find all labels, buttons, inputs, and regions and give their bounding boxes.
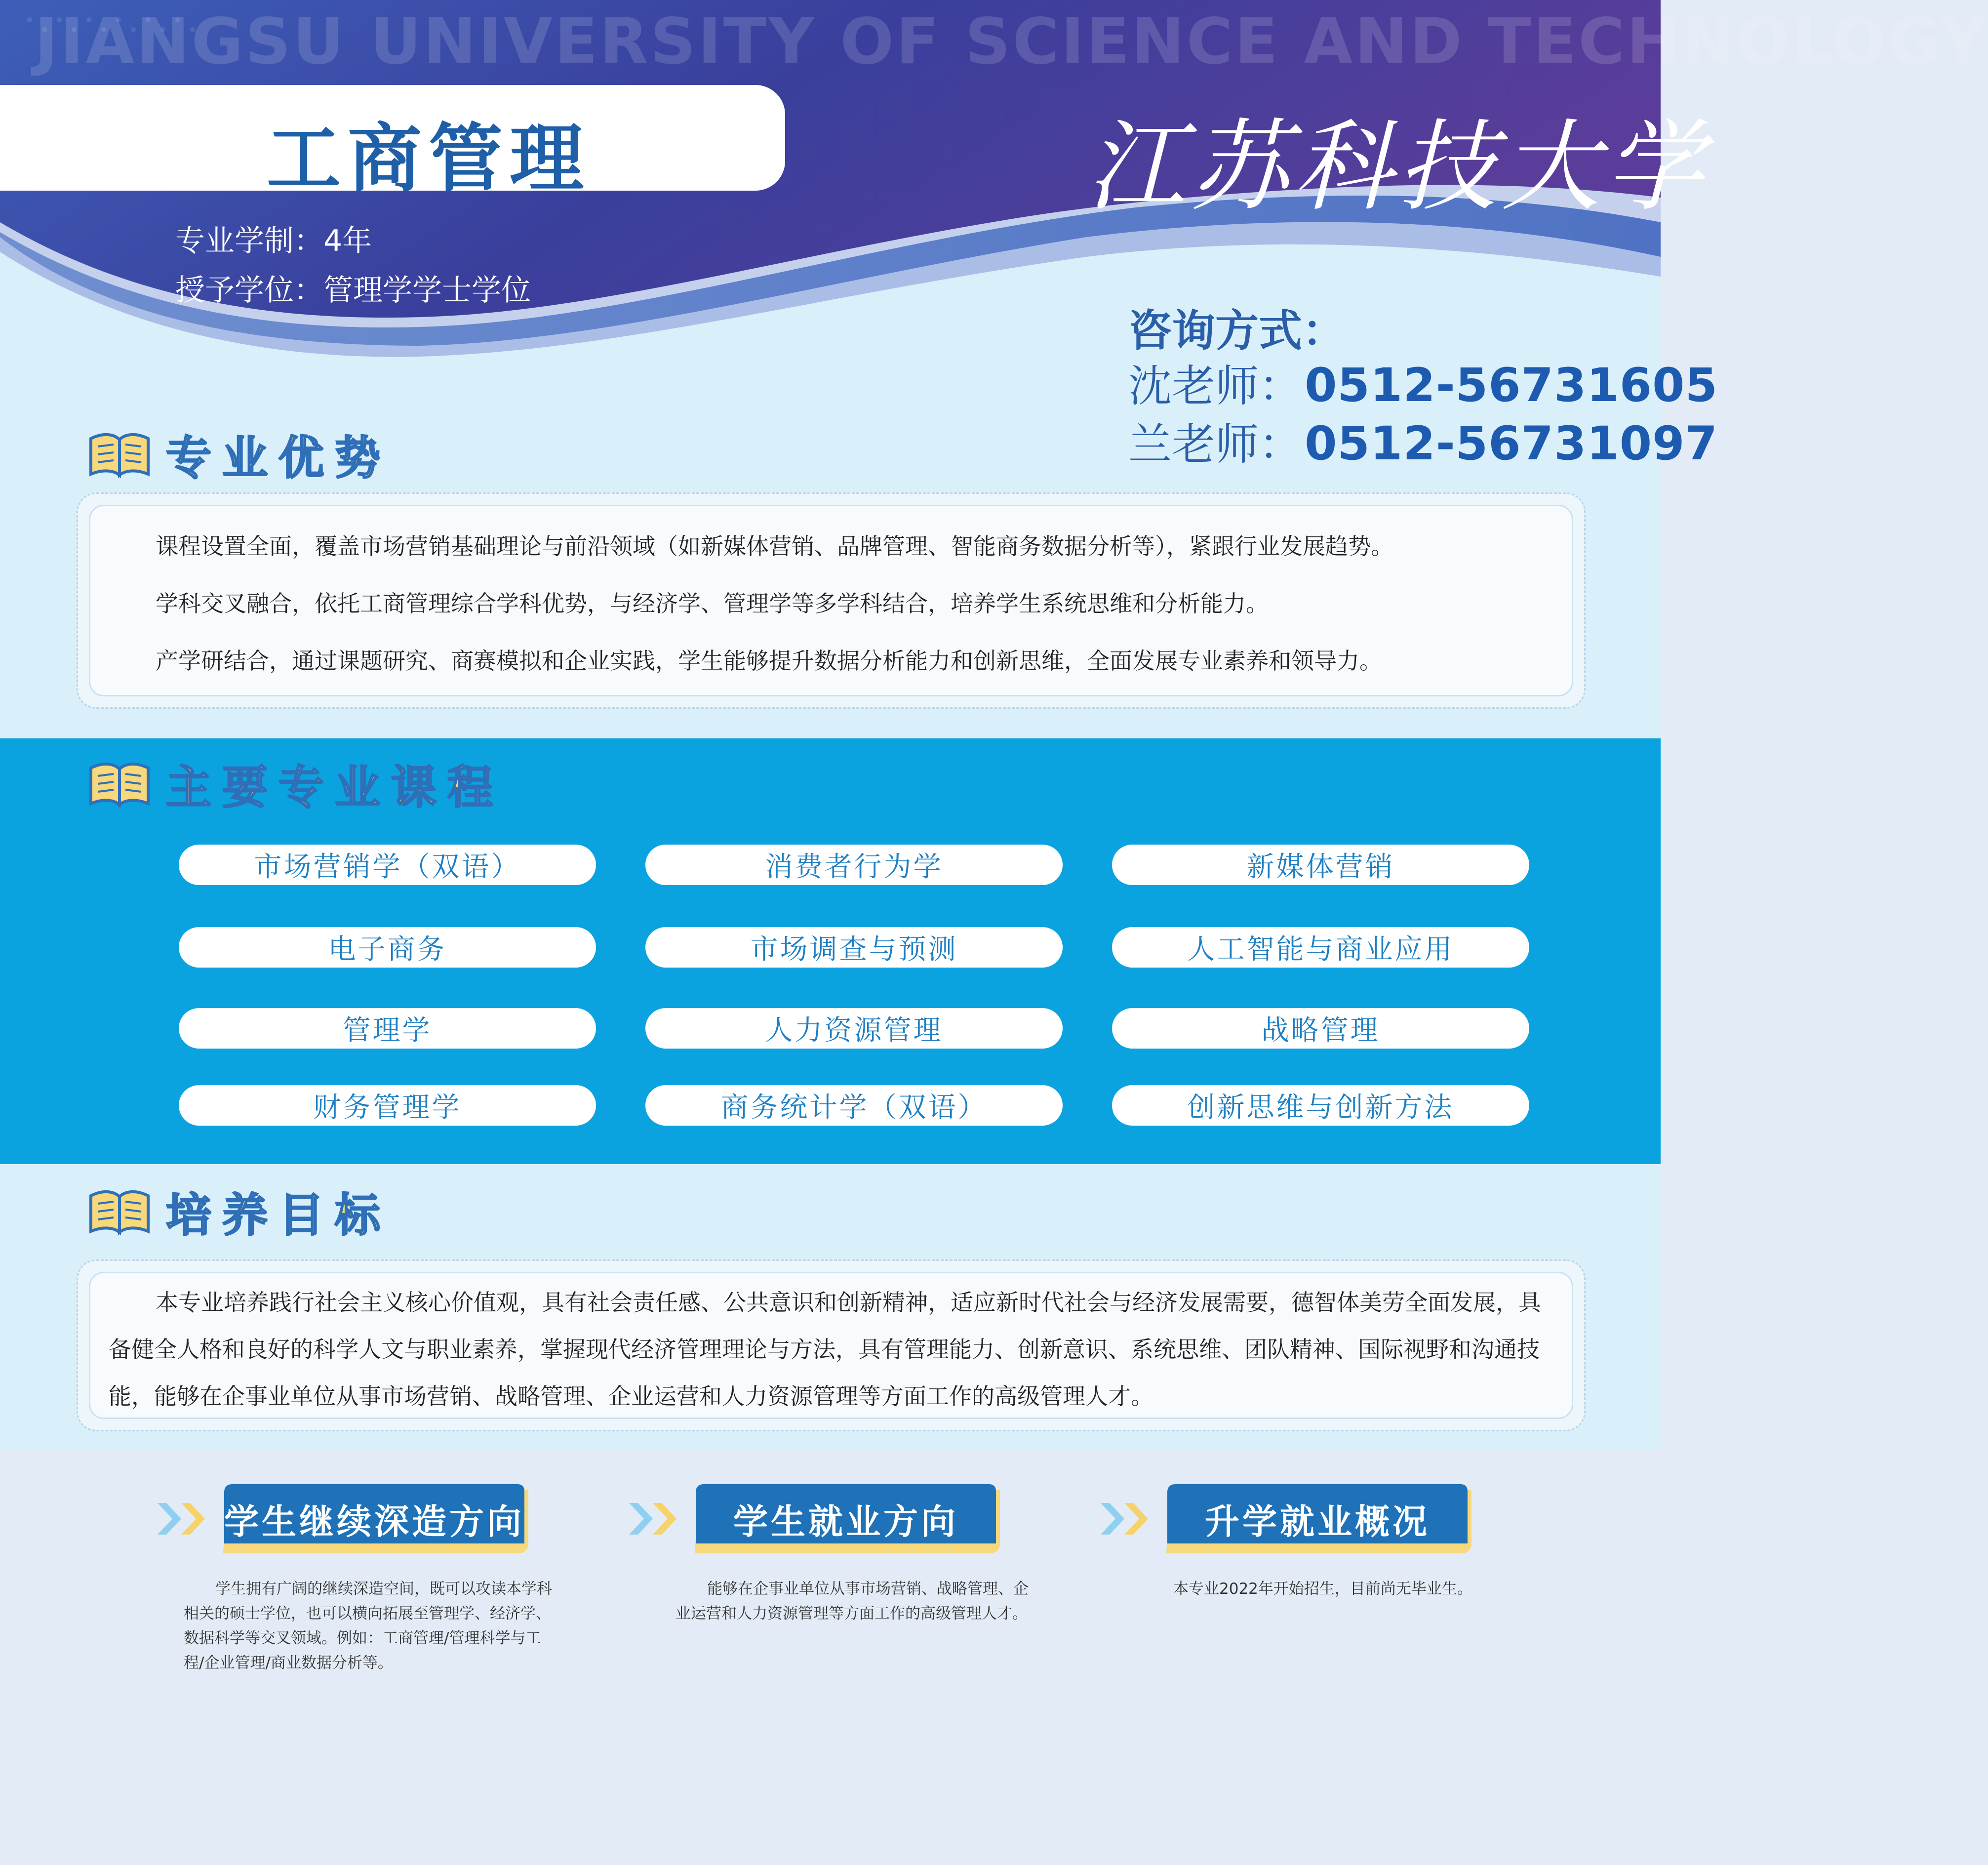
card-title: 学生继续深造方向 [224,1501,524,1542]
course-pill: 市场营销学（双语） [179,845,596,885]
contact-line [1128,410,1718,472]
card-text: 本专业2022年开始招生，目前尚无毕业生。 [1173,1580,1472,1598]
major-title: 工商管理 [267,116,591,202]
degree-info: 授予学位：管理学学士学位 [175,273,531,308]
open-book-icon [88,430,151,479]
contact-title: 咨询方式： [1128,305,1346,356]
course-pill: 人工智能与商业应用 [1112,927,1529,968]
advantage-item: 产学研结合，通过课题研究、商赛模拟和企业实践，学生能够提升数据分析能力和创新思维，全面发展专业素养和领导力。 [156,648,1382,674]
course-pill: 商务统计学（双语） [645,1085,1063,1126]
double-chevron-icon [1099,1499,1153,1539]
card-title: 升学就业概况 [1205,1501,1430,1542]
open-book-icon [88,1187,151,1236]
course-pill: 创新思维与创新方法 [1112,1085,1529,1126]
duration-info: 专业学制：4年 [175,224,372,258]
course-pill: 电子商务 [179,927,596,968]
advantage-item: 课程设置全面，覆盖市场营销基础理论与前沿领域（如新媒体营销、品牌管理、智能商务数据分析等），紧跟行业发展趋势。 [156,533,1393,560]
advantage-item: 学科交叉融合，依托工商管理综合学科优势，与经济学、管理学等多学科结合，培养学生系统思维和分析能力。 [156,590,1269,617]
contact-phone[interactable]: 0512-56731605 [1305,359,1718,412]
advantages-header [88,425,391,484]
open-book-icon [88,759,151,809]
contact-name: 沈老师： [1128,361,1303,411]
course-pill: 人力资源管理 [645,1008,1063,1049]
watermark-text: JIANGSU UNIVERSITY OF SCIENCE AND TECHNOLOGY [35,5,1988,79]
goals-text: 本专业培养践行社会主义核心价值观，具有社会责任感、公共意识和创新精神，适应新时代社会与经济发展需要，德智体美劳全面发展，具备健全人格和良好的科学人文与职业素养，掌握现代经济管理理论与方法，具有管理能力、创新意识、系统思维、团队精神、国际视野和沟通技能，能够在企事业单位从事市场营销、战略管理、企业运营和人力资源管理等方面工作的高级管理人才。 [109,1289,1541,1410]
contact-name: 兰老师： [1128,419,1303,470]
course-pill: 消费者行为学 [645,845,1063,885]
double-chevron-icon [156,1499,210,1539]
university-logo-text: 江苏科技大学 [1086,110,1709,225]
goals-header [88,1182,391,1241]
card-title: 学生就业方向 [733,1501,958,1542]
contact-phone[interactable]: 0512-56731097 [1305,417,1718,471]
course-pill: 财务管理学 [179,1085,596,1126]
section-title: 培养目标 [166,1189,392,1242]
section-title: 专业优势 [166,432,392,485]
contact-line [1128,352,1718,414]
course-pill: 管理学 [179,1008,596,1049]
card-text: 能够在企事业单位从事市场营销、战略管理、企业运营和人力资源管理等方面工作的高级管理人才。 [676,1580,1029,1622]
course-pill: 新媒体营销 [1112,845,1529,885]
course-pill: 战略管理 [1112,1008,1529,1049]
card-text: 学生拥有广阔的继续深造空间，既可以攻读本学科相关的硕士学位，也可以横向拓展至管理学、经济学、数据科学等交叉领域。例如：工商管理/管理科学与工程/企业管理/商业数据分析等。 [184,1580,552,1672]
courses-header [88,754,504,813]
double-chevron-icon [627,1499,681,1539]
section-title: 主要专业课程 [166,761,504,814]
course-pill: 市场调查与预测 [645,927,1063,968]
